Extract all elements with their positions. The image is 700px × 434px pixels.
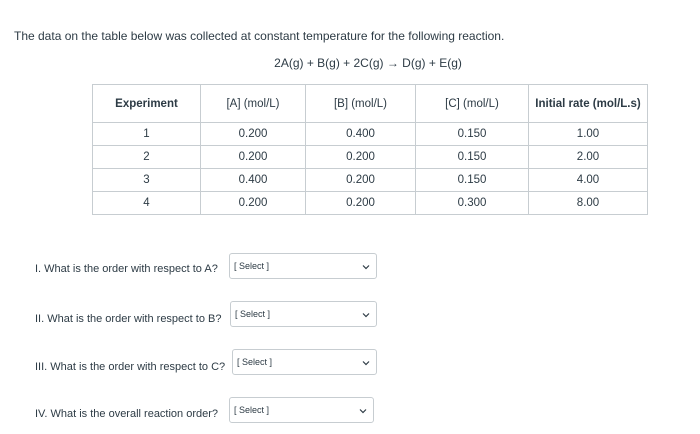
- select-placeholder: [ Select ]: [237, 357, 273, 367]
- chevron-down-icon: [362, 311, 370, 319]
- cell-rate: 4.00: [529, 169, 648, 192]
- order-c-select[interactable]: [232, 349, 377, 375]
- cell-rate: 1.00: [529, 123, 648, 146]
- reaction-equation: 2A(g) + B(g) + 2C(g) → D(g) + E(g): [274, 56, 462, 70]
- select-placeholder: [ Select ]: [234, 261, 270, 271]
- overall-order-select[interactable]: [229, 397, 374, 423]
- question-c: [35, 361, 225, 373]
- cell-a: 0.400: [201, 169, 306, 192]
- question-overall-prompt: IV. What is the overall reaction order?: [35, 408, 219, 421]
- cell-c: 0.300: [416, 192, 529, 215]
- cell-c: 0.150: [416, 146, 529, 169]
- cell-b: 0.200: [306, 192, 416, 215]
- cell-b: 0.400: [306, 123, 416, 146]
- select-placeholder: [ Select ]: [235, 309, 271, 319]
- header-b: [B] (mol/L): [306, 85, 416, 123]
- question-overall: [35, 408, 218, 420]
- select-placeholder: [ Select ]: [234, 405, 270, 415]
- order-b-select[interactable]: [230, 301, 377, 327]
- data-table: [92, 84, 648, 215]
- header-experiment: Experiment: [93, 85, 201, 123]
- question-a-prompt: I. What is the order with respect to A?: [35, 263, 218, 276]
- cell-a: 0.200: [201, 192, 306, 215]
- table-row: [93, 192, 648, 215]
- chevron-down-icon: [362, 359, 370, 367]
- cell-experiment: 4: [93, 192, 201, 215]
- cell-b: 0.200: [306, 169, 416, 192]
- question-b-prompt: II. What is the order with respect to B?: [35, 313, 222, 326]
- header-a: [A] (mol/L): [201, 85, 306, 123]
- intro-text: The data on the table below was collected at constant temperature for the following reaction.: [14, 29, 505, 43]
- table-row: [93, 169, 648, 192]
- table-header-row: [93, 85, 648, 123]
- table-row: [93, 146, 648, 169]
- header-initial-rate: Initial rate (mol/L.s): [529, 85, 648, 123]
- cell-experiment: 2: [93, 146, 201, 169]
- cell-rate: 8.00: [529, 192, 648, 215]
- chevron-down-icon: [362, 263, 370, 271]
- question-a: [35, 263, 218, 275]
- cell-a: 0.200: [201, 123, 306, 146]
- cell-b: 0.200: [306, 146, 416, 169]
- cell-experiment: 3: [93, 169, 201, 192]
- question-b: [35, 313, 221, 325]
- chevron-down-icon: [359, 407, 367, 415]
- cell-c: 0.150: [416, 169, 529, 192]
- cell-a: 0.200: [201, 146, 306, 169]
- question-c-prompt: III. What is the order with respect to C?: [35, 361, 226, 374]
- cell-c: 0.150: [416, 123, 529, 146]
- table-row: [93, 123, 648, 146]
- order-a-select[interactable]: [229, 253, 377, 279]
- cell-rate: 2.00: [529, 146, 648, 169]
- cell-experiment: 1: [93, 123, 201, 146]
- header-c: [C] (mol/L): [416, 85, 529, 123]
